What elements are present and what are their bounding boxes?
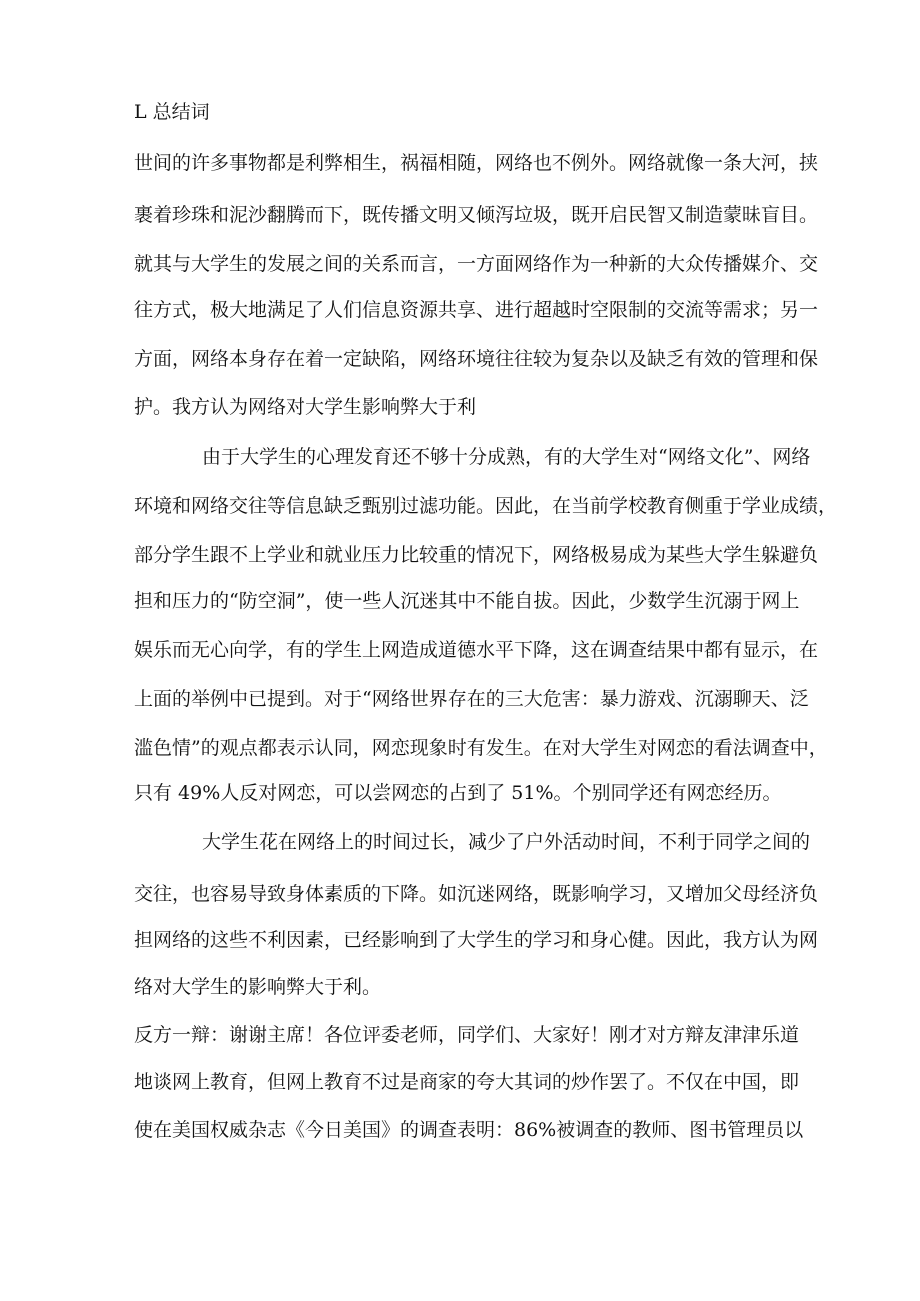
paragraph-line: 反方一辩：谢谢主席！各位评委老师，同学们、大家好！刚才对方辩友津津乐道 — [134, 1024, 800, 1046]
paragraph-line: 由于大学生的心理发育还不够十分成熟，有的大学生对“网络文化”、网络 — [202, 446, 811, 468]
paragraph-line: 使在美国权威杂志《今日美国》的调查表明：86%被调查的教师、图书管理员以 — [134, 1119, 804, 1141]
paragraph-line: 娱乐而无心向学，有的学生上网造成道德水平下降，这在调查结果中都有显示，在 — [134, 639, 819, 661]
paragraph-line: 裹着珍珠和泥沙翻腾而下，既传播文明又倾泻垃圾，既开启民智又制造蒙昧盲目。 — [134, 204, 819, 226]
paragraph-line: 大学生花在网络上的时间过长，减少了户外活动时间，不利于同学之间的 — [202, 831, 811, 853]
paragraph-line: 交往，也容易导致身体素质的下降。如沉迷网络，既影响学习，又增加父母经济负 — [134, 883, 819, 905]
paragraph-line: 只有 49%人反对网恋，可以尝网恋的占到了 51%。个别同学还有网恋经历。 — [134, 782, 782, 804]
paragraph-line: 络对大学生的影响弊大于利。 — [134, 976, 382, 998]
document-heading: L 总结词 — [134, 101, 210, 123]
paragraph-line: 环境和网络交往等信息缺乏甄别过滤功能。因此，在当前学校教育侧重于学业成绩， — [134, 495, 838, 517]
paragraph-line: 就其与大学生的发展之间的关系而言，一方面网络作为一种新的大众传播媒介、交 — [134, 253, 819, 275]
paragraph-line: 上面的举例中已提到。对于“网络世界存在的三大危害：暴力游戏、沉溺聊天、泛 — [134, 688, 809, 710]
paragraph-line: 担和压力的“防空洞”，使一些人沉迷其中不能自拔。因此，少数学生沉溺于网上 — [134, 590, 800, 612]
paragraph-line: 世间的许多事物都是利弊相生，祸福相随，网络也不例外。网络就像一条大河，挟 — [134, 152, 819, 174]
paragraph-line: 地谈网上教育，但网上教育不过是商家的夸大其词的炒作罢了。不仅在中国，即 — [134, 1071, 800, 1093]
paragraph-line: 部分学生跟不上学业和就业压力比较重的情况下，网络极易成为某些大学生躲避负 — [134, 544, 819, 566]
paragraph-line: 护。我方认为网络对大学生影响弊大于利 — [134, 396, 477, 418]
paragraph-line: 方面，网络本身存在着一定缺陷，网络环境往往较为复杂以及缺乏有效的管理和保 — [134, 348, 819, 370]
paragraph-line: 滥色情”的观点都表示认同，网恋现象时有发生。在对大学生对网恋的看法调查中， — [134, 737, 828, 759]
paragraph-line: 往方式，极大地满足了人们信息资源共享、进行超越时空限制的交流等需求；另一 — [134, 299, 819, 321]
paragraph-line: 担网络的这些不利因素，已经影响到了大学生的学习和身心健。因此，我方认为网 — [134, 929, 819, 951]
